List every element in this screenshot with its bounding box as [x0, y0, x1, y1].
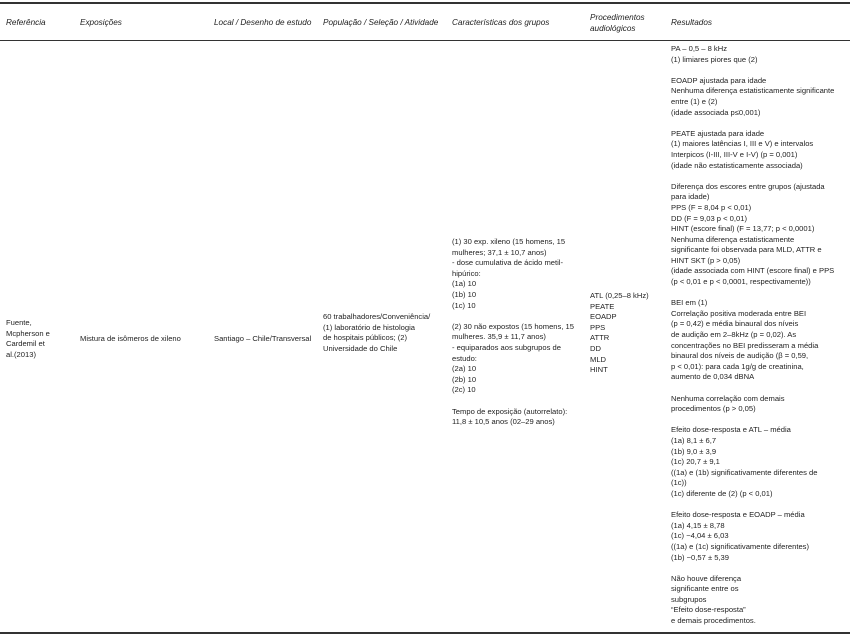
cell-resultados-line: (1c) diferente de (2) (p < 0,01) — [671, 488, 773, 498]
cell-resultados-spacer — [671, 383, 834, 394]
cell-caracteristicas-line: 11,8 ± 10,5 anos (02–29 anos) — [452, 417, 555, 427]
cell-caracteristicas-line: - equiparados aos subgrupos de — [452, 342, 561, 352]
cell-procedimentos-line: DD — [590, 343, 601, 353]
header-procedimentos-line1: Procedimentos — [590, 13, 645, 22]
cell-resultados-line: de audição em 2–8kHz (p = 0,02). As — [671, 330, 797, 340]
cell-resultados-line: e demais procedimentos. — [671, 616, 756, 626]
cell-exposicoes-text: Mistura de isômeros de xileno — [80, 334, 181, 343]
cell-resultados-line: concentrações no BEI predisseram a média — [671, 340, 819, 350]
cell-resultados-line: Correlação positiva moderada entre BEI — [671, 308, 807, 318]
cell-exposicoes — [80, 334, 181, 345]
header-exposicoes: Exposições — [80, 18, 122, 27]
header-caracteristicas: Características dos grupos — [452, 18, 550, 27]
cell-resultados-line: (1c) −4,04 ± 6,03 — [671, 531, 729, 541]
cell-referencia-line: al.(2013) — [6, 349, 36, 359]
cell-caracteristicas-line: (1a) 10 — [452, 279, 477, 289]
cell-resultados-line: significante entre os — [671, 584, 739, 594]
cell-resultados-spacer — [671, 65, 834, 76]
cell-resultados-spacer — [671, 118, 834, 129]
cell-resultados-line: Diferença dos escores entre grupos (ajustada — [671, 181, 825, 191]
cell-resultados-line: “Efeito dose-resposta” — [671, 605, 746, 615]
cell-resultados-spacer — [671, 171, 834, 182]
cell-procedimentos-line: MLD — [590, 354, 607, 364]
cell-caracteristicas-line: hipúrico: — [452, 268, 481, 278]
cell-populacao-line: de hospitais públicos; (2) — [323, 333, 407, 343]
table-top-rule — [0, 2, 850, 4]
cell-resultados-line: (1c) 20,7 ± 9,1 — [671, 457, 720, 467]
cell-resultados-line: (1) limiares piores que (2) — [671, 54, 758, 64]
cell-caracteristicas-line: (2) 30 não expostos (15 homens, 15 — [452, 321, 574, 331]
cell-local-text: Santiago – Chile/Transversal — [214, 334, 312, 343]
cell-resultados-line: procedimentos (p > 0,05) — [671, 404, 756, 414]
cell-resultados-line: ((1a) e (1b) significativamente diferentes de — [671, 467, 818, 477]
header-referencia: Referência — [6, 18, 46, 27]
cell-resultados-line: Interpicos (I-III, III-V e I-V) (p = 0,001) — [671, 149, 798, 159]
cell-resultados-line: (idade associada p≤0,001) — [671, 107, 761, 117]
cell-caracteristicas-line: - dose cumulativa de ácido metil- — [452, 258, 564, 268]
cell-resultados-line: Nenhuma diferença estatisticamente significante — [671, 86, 835, 96]
cell-referencia-line: Mcpherson e — [6, 328, 50, 338]
cell-resultados-line: PEATE ajustada para idade — [671, 128, 765, 138]
header-resultados: Resultados — [671, 18, 712, 27]
cell-resultados-line: (idade não estatisticamente associada) — [671, 160, 803, 170]
cell-resultados-line: PA – 0,5 – 8 kHz — [671, 44, 727, 53]
cell-caracteristicas-line: Tempo de exposição (autorrelato): — [452, 406, 568, 416]
header-procedimentos-line2: audiológicos — [590, 24, 636, 33]
cell-procedimentos-line: PEATE — [590, 301, 615, 311]
cell-resultados-line: (1b) 9,0 ± 3,9 — [671, 446, 717, 456]
cell-referencia — [6, 318, 50, 360]
cell-resultados-spacer — [671, 415, 834, 426]
cell-procedimentos-line: PPS — [590, 322, 606, 332]
cell-resultados-line: (1c)) — [671, 478, 687, 488]
cell-populacao-line: 60 trabalhadores/Conveniência/ — [323, 312, 431, 321]
cell-resultados-line: (p = 0,42) e média binaural dos níveis — [671, 319, 799, 329]
cell-populacao-line: (1) laboratório de histologia — [323, 322, 416, 332]
cell-resultados-line: ((1a) e (1c) significativamente diferentes) — [671, 541, 810, 551]
cell-resultados-line: (1a) 8,1 ± 6,7 — [671, 435, 717, 445]
cell-referencia-line: Cardemil et — [6, 339, 45, 349]
cell-caracteristicas-line: mulheres; 37,1 ± 10,7 anos) — [452, 247, 547, 257]
cell-caracteristicas-line: (1) 30 exp. xileno (15 homens, 15 — [452, 237, 566, 246]
cell-resultados-line: Nenhuma correlação com demais — [671, 393, 785, 403]
cell-procedimentos-line: HINT — [590, 365, 608, 375]
cell-resultados-line: p < 0,01): para cada 1g/g de creatinina, — [671, 361, 804, 371]
cell-resultados-line: DD (F = 9,03 p < 0,01) — [671, 213, 747, 223]
cell-resultados-line: HINT SKT (p > 0,05) — [671, 255, 741, 265]
header-populacao: População / Seleção / Atividade — [323, 18, 439, 27]
cell-resultados-line: significante foi observada para MLD, ATTR e — [671, 245, 822, 255]
cell-resultados-line: Não houve diferença — [671, 573, 742, 583]
cell-resultados-spacer — [671, 288, 834, 299]
cell-caracteristicas-spacer — [452, 311, 574, 322]
cell-populacao — [323, 312, 430, 354]
cell-resultados-line: Nenhuma diferença estatisticamente — [671, 234, 795, 244]
cell-caracteristicas-line: mulheres. 35,9 ± 11,7 anos) — [452, 332, 546, 342]
cell-resultados — [671, 44, 834, 627]
cell-caracteristicas — [452, 237, 574, 428]
cell-caracteristicas-spacer — [452, 396, 574, 407]
cell-referencia-line: Fuente, — [6, 318, 32, 327]
cell-populacao-line: Universidade do Chile — [323, 343, 398, 353]
cell-resultados-line: binaural dos níveis de audição (β = 0,59, — [671, 351, 809, 361]
cell-resultados-line: Efeito dose-resposta e EOADP – média — [671, 510, 805, 520]
cell-resultados-line: (p < 0,01 e p < 0,0001, respectivamente)) — [671, 277, 811, 287]
cell-resultados-line: entre (1) e (2) — [671, 96, 718, 106]
cell-resultados-line: aumento de 0,034 dBNA — [671, 372, 755, 382]
cell-caracteristicas-line: estudo: — [452, 353, 477, 363]
cell-caracteristicas-line: (1b) 10 — [452, 289, 477, 299]
cell-resultados-line: (1a) 4,15 ± 8,78 — [671, 520, 725, 530]
table-bottom-rule — [0, 632, 850, 634]
cell-caracteristicas-line: (2a) 10 — [452, 364, 477, 374]
cell-resultados-line: EOADP ajustada para idade — [671, 75, 767, 85]
cell-resultados-line: (1) maiores latências I, III e V) e intervalos — [671, 139, 814, 149]
cell-local — [214, 334, 311, 345]
cell-resultados-spacer — [671, 500, 834, 511]
cell-procedimentos-line: ATTR — [590, 333, 610, 343]
header-bottom-rule — [0, 40, 850, 41]
cell-resultados-line: BEI em (1) — [671, 298, 708, 308]
cell-procedimentos — [590, 291, 649, 376]
cell-resultados-line: subgrupos — [671, 594, 707, 604]
cell-resultados-line: PPS (F = 8,04 p < 0,01) — [671, 202, 752, 212]
cell-procedimentos-line: ATL (0,25–8 kHz) — [590, 291, 649, 300]
cell-procedimentos-line: EOADP — [590, 312, 617, 322]
cell-resultados-line: HINT (escore final) (F = 13,77; p < 0,0001) — [671, 224, 815, 234]
header-local: Local / Desenho de estudo — [214, 18, 312, 27]
cell-resultados-spacer — [671, 563, 834, 574]
cell-caracteristicas-line: (2c) 10 — [452, 385, 476, 395]
cell-caracteristicas-line: (1c) 10 — [452, 300, 476, 310]
cell-resultados-line: para idade) — [671, 192, 710, 202]
cell-resultados-line: Efeito dose-resposta e ATL – média — [671, 425, 791, 435]
cell-resultados-line: (idade associada com HINT (escore final) e PPS — [671, 266, 835, 276]
cell-caracteristicas-line: (2b) 10 — [452, 374, 477, 384]
cell-resultados-line: (1b) −0,57 ± 5,39 — [671, 552, 729, 562]
header-procedimentos — [590, 12, 645, 34]
